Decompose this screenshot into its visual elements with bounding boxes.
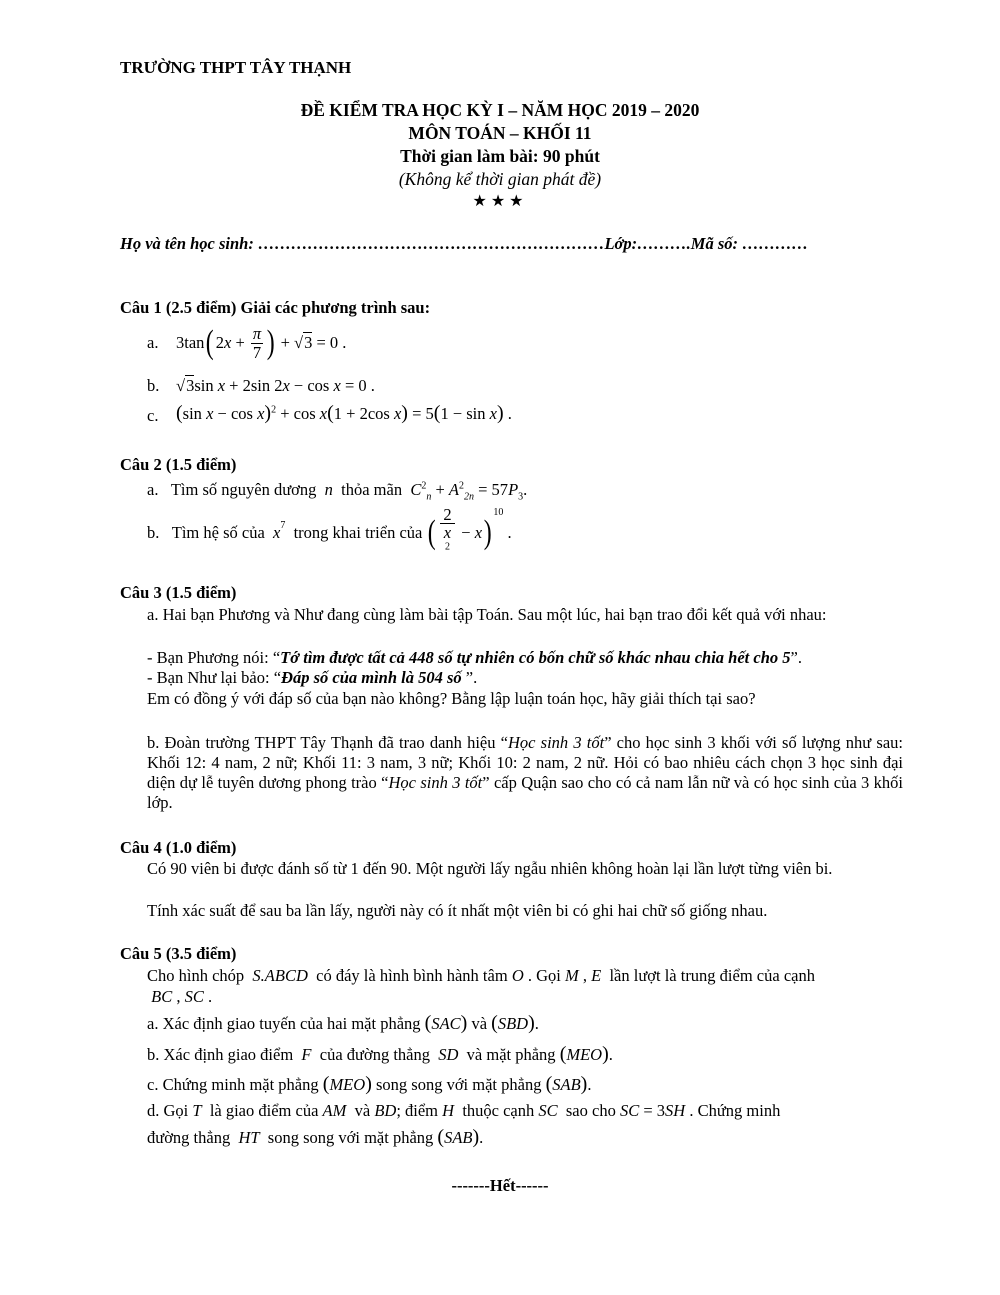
q3-nhu-prefix: - Bạn Như lại bảo: “ xyxy=(147,668,282,687)
q1-c-label: c. xyxy=(147,406,159,425)
q4-title: Câu 4 (1.0 điểm) xyxy=(120,838,237,857)
stars-divider: ★★★ xyxy=(472,193,528,210)
q5-title: Câu 5 (3.5 điểm) xyxy=(120,944,237,963)
q5-d-text6: . Chứng minh xyxy=(689,1101,781,1120)
q5-d-text4: thuộc cạnh xyxy=(462,1101,535,1120)
q5-b-line: b. Xác định giao điểm F của đường thẳng SD và mặt phẳng (MEO). xyxy=(147,1043,613,1065)
q2-b-text: Tìm hệ số của xyxy=(171,522,265,542)
q3-phuong-quote: Tớ tìm được tất cả 448 số tự nhiên có bốn chữ số khác nhau chia hết cho 5 xyxy=(280,648,791,667)
q5-c-text2: song song với mặt phẳng xyxy=(375,1075,542,1094)
q2-b-line: b. Tìm hệ số của x $^7$ trong khai triển của ( 2 x $^2$ − x ) $^{10}$ . xyxy=(147,505,512,553)
q5-intro: Cho hình chóp S.ABCD có đáy là hình bình hành tâm O . Gọi M , E lần lượt là trung điểm của cạnh BC , SC . xyxy=(147,966,815,1006)
q3-question: Em có đồng ý với đáp số của bạn nào không? Bằng lập luận toán học, hãy giải thích tại sao? xyxy=(147,689,756,708)
exam-title: ĐỀ KIỂM TRA HỌC KỲ I – NĂM HỌC 2019 – 2020 xyxy=(300,100,700,120)
student-info-line: Họ và tên học sinh: ………………………………………………………Lớp:……….Mã số: ………… xyxy=(120,234,809,253)
q5-b-text: b. Xác định giao điểm xyxy=(147,1045,294,1064)
end-marker: -------Hết------ xyxy=(451,1176,549,1195)
q4-line2: Tính xác suất để sau ba lần lấy, người này có ít nhất một viên bi có ghi hai chữ số giống nhau. xyxy=(147,901,768,920)
q1-b-label: b. xyxy=(147,376,160,395)
q5-d-line2: đường thẳng HT song song với mặt phẳng (SAB). xyxy=(147,1126,484,1148)
q3-a-text: a. Hai bạn Phương và Như đang cùng làm bài tập Toán. Sau một lúc, hai bạn trao đổi kết quả với nhau: xyxy=(147,605,827,624)
q5-a-line: a. Xác định giao tuyến của hai mặt phẳng (SAC) và (SBD). xyxy=(147,1012,539,1034)
q5-a-and: và xyxy=(471,1014,488,1033)
q1-a-label: a. xyxy=(147,333,159,352)
q3-nhu-quote: Đáp số của mình là 504 số xyxy=(281,668,462,687)
q5-b-text2: của đường thẳng xyxy=(319,1045,430,1064)
q5-d-text1: d. Gọi xyxy=(147,1101,189,1120)
q5-c-text: c. Chứng minh mặt phẳng xyxy=(147,1075,319,1094)
q5-c-line: c. Chứng minh mặt phẳng (MEO) song song với mặt phẳng (SAB). xyxy=(147,1073,592,1095)
q1-title: Câu 1 (2.5 điểm) Giải các phương trình sau: xyxy=(120,298,431,317)
q3-b-paragraph xyxy=(147,733,903,813)
q1-c-equation: (sin x − cos x)$^2$ + cos x(1 + 2cos x) = 5(1 − sin x) . xyxy=(176,402,512,424)
exam-note: (Không kể thời gian phát đề) xyxy=(398,169,602,189)
q3-b-text1: b. Đoàn trường THPT Tây Thạnh đã trao danh hiệu “ xyxy=(147,733,508,752)
q2-a-text2: thỏa mãn xyxy=(341,480,403,499)
q5-d-text3: ; điểm xyxy=(396,1101,439,1120)
q1-a-equation: 3tan ( 2 x + $\frac{\pi}{7}$ ) + √3 = 0 . xyxy=(176,324,347,362)
q2-b-label: b. xyxy=(147,522,160,542)
q5-intro2: có đáy là hình bình hành tâm xyxy=(316,966,508,985)
q5-intro3: . Gọi xyxy=(527,966,561,985)
q5-d-text5: sao cho xyxy=(565,1101,616,1120)
q3-nhu-line xyxy=(147,668,477,688)
exam-subject: MÔN TOÁN – KHỐI 11 xyxy=(408,123,592,143)
q4-line1: Có 90 viên bi được đánh số từ 1 đến 90. Một người lấy ngẫu nhiên không hoàn lại lần lượt từng viên bi. xyxy=(147,859,833,878)
q5-b-text3: và mặt phẳng xyxy=(466,1045,556,1064)
q5-d-line1: d. Gọi T là giao điểm của AM và BD; điểm H thuộc cạnh SC sao cho SC = 3SH . Chứng minh xyxy=(147,1101,781,1120)
q5-d-and: và xyxy=(354,1101,371,1120)
q5-intro4: lần lượt là trung điểm của cạnh xyxy=(609,966,815,985)
q3-b-text3: ” cấp Quận sao cho có cả nam lẫn nữ và có học sinh của 3 khối lớp. xyxy=(147,773,903,812)
q2-a-line: a. Tìm số nguyên dương n thỏa mãn $C^2_n + A^2_{2n} = 57P_3$. xyxy=(147,480,528,503)
q5-a-text: a. Xác định giao tuyến của hai mặt phẳng xyxy=(147,1014,421,1033)
q3-b-text2: ” cho học sinh 3 khối với số lượng như sau: Khối 12: 4 nam, 2 nữ; Khối 11: 3 nam, 3 nữ; Khối 10: 2 nam, 2 nữ. Hỏi có bao nhiêu cách chọn 3 học sinh đại diện dự lễ tuyên dương phong trào “ xyxy=(147,733,903,792)
q3-phuong-suffix: ”. xyxy=(790,648,802,667)
q3-title: Câu 3 (1.5 điểm) xyxy=(120,583,237,602)
exam-time: Thời gian làm bài: 90 phút xyxy=(400,146,600,166)
q2-a-text: Tìm số nguyên dương xyxy=(170,480,317,499)
q5-d-line2b: song song với mặt phẳng xyxy=(267,1128,434,1147)
q2-title: Câu 2 (1.5 điểm) xyxy=(120,455,237,474)
q3-b-italic2: Học sinh 3 tốt xyxy=(388,773,483,792)
q5-d-text2: là giao điểm của xyxy=(209,1101,319,1120)
q3-nhu-suffix: ”. xyxy=(461,668,478,687)
q2-b-text2: trong khai triển của xyxy=(293,522,423,542)
q5-intro1: Cho hình chóp xyxy=(147,966,245,985)
school-name: TRƯỜNG THPT TÂY THẠNH xyxy=(120,58,352,77)
q3-b-italic1: Học sinh 3 tốt xyxy=(508,733,605,752)
q3-phuong-prefix: - Bạn Phương nói: “ xyxy=(147,648,281,667)
q5-d-line2a: đường thẳng xyxy=(147,1128,231,1147)
q3-phuong-line xyxy=(147,648,802,668)
q1-b-equation: √3sin x + 2sin 2x − cos x = 0 . xyxy=(176,376,375,395)
q2-a-label: a. xyxy=(147,480,159,499)
